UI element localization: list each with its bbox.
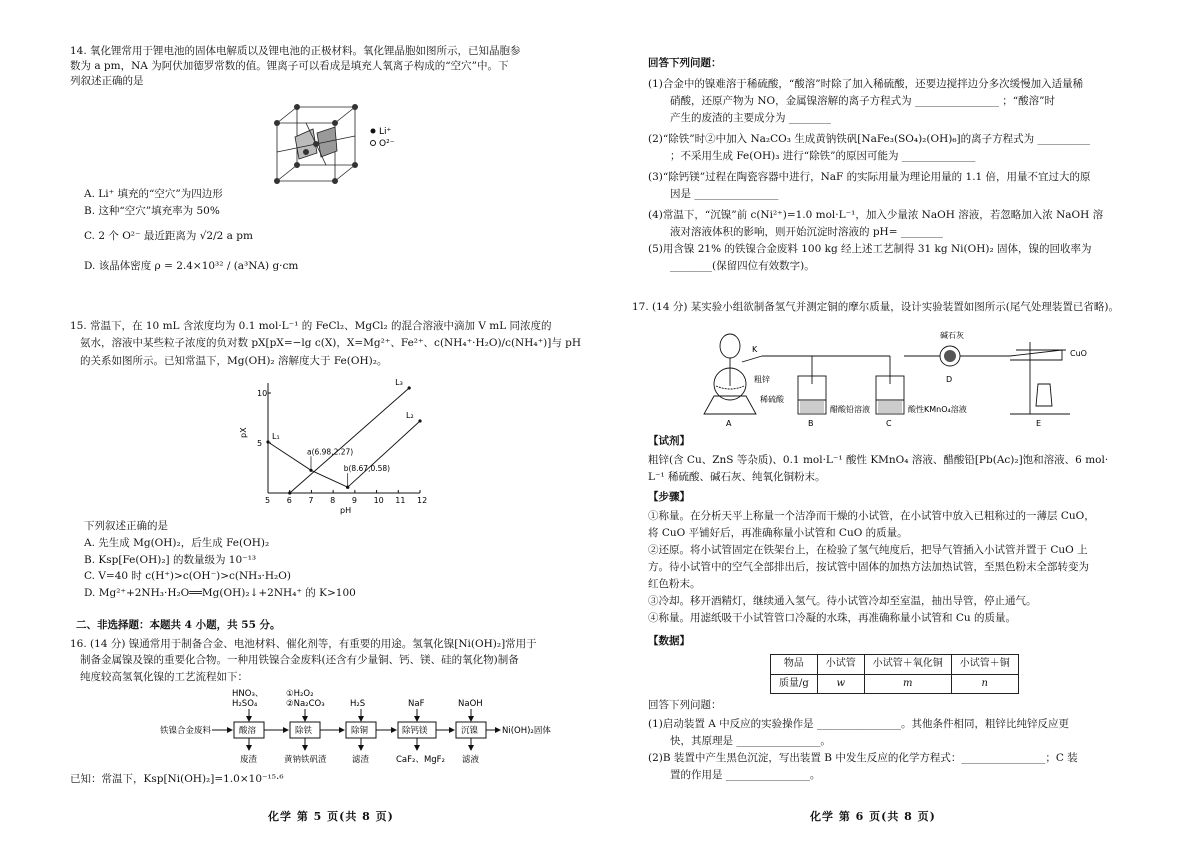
step-line: ②还原。将小试管固定在铁架台上，在检验了氢气纯度后，把导气管插入小试管并置于 CuO 上 xyxy=(648,544,1088,556)
q16-part-line: 产生的废渣的主要成分为 ________ xyxy=(670,112,831,124)
x-tick-label: 10 xyxy=(373,496,384,505)
q15-option: B. Ksp[Fe(OH)₂] 的数量级为 10⁻¹³ xyxy=(84,553,257,566)
q14-option: D. 该晶体密度 ρ = 2.4×10³² / (a³NA) g·cm xyxy=(84,260,299,273)
q15-option: C. V=40 时 c(H⁺)>c(OH⁻)>c(NH₃·H₂O) xyxy=(84,570,291,583)
svg-text:酸溶: 酸溶 xyxy=(239,726,257,736)
q16-part-line: 液对溶液体积的影响，则开始沉淀时溶液的 pH= ________ xyxy=(670,226,943,238)
x-tick-label: 6 xyxy=(286,496,292,505)
reagent-label: H₂SO₄ xyxy=(232,699,258,709)
soda-lime-fill xyxy=(944,350,956,362)
table-header-row xyxy=(771,655,1019,675)
q15-option: A. 先生成 Mg(OH)₂，后生成 Fe(OH)₂ xyxy=(84,536,270,549)
series-line xyxy=(348,421,420,487)
reagent-label: NaOH xyxy=(458,699,483,709)
zinc-label: 粗锌 xyxy=(754,375,770,384)
step-line: ④称量。用滤纸吸干小试管管口冷凝的水珠，再准确称量小试管和 Cu 的质量。 xyxy=(648,612,1016,624)
reagents-text xyxy=(648,452,1178,486)
data-title: 【数据】 xyxy=(648,635,690,647)
byproduct-label: 滤液 xyxy=(462,755,480,765)
series-label: L₂ xyxy=(406,411,414,420)
q16-line: 制备金属镍及镍的重要化合物。一种用铁镍合金废料(还含有少量铜、钙、镁、硅的氧化物)制备 xyxy=(80,654,519,667)
li-legend-marker xyxy=(371,129,376,134)
q14-option: C. 2 个 O²⁻ 最近距离为 √2/2 a pm xyxy=(84,229,253,242)
q17-part-line: 快，其原理是 ________________。 xyxy=(670,735,831,747)
table-row xyxy=(771,674,1019,694)
flow-step xyxy=(346,722,376,738)
crystal-cell-figure xyxy=(265,103,405,185)
flow-start: 铁镍合金废料 xyxy=(160,726,212,736)
x-axis-label: pH xyxy=(340,506,352,515)
q14-option: A. Li⁺ 填充的“空穴”为四边形 xyxy=(84,188,223,200)
reagents-line: 粗锌(含 Cu、ZnS 等杂质)、0.1 mol·L⁻¹ 酸性 KMnO₄ 溶液、醋酸铅[Pb(Ac)₂]饱和溶液、6 mol· xyxy=(648,454,1109,466)
apparatus-letter: B xyxy=(808,419,814,428)
question-15 xyxy=(70,318,590,370)
q15-line: 15. 常温下，在 10 mL 含浓度均为 0.1 mol·L⁻¹ 的 FeCl₂、MgCl₂ 的混合溶液中滴加 V mL 同浓度的 xyxy=(70,320,552,332)
kmno4-label: 酸性KMnO₄溶液 xyxy=(908,405,967,414)
apparatus-diagram xyxy=(690,322,1110,430)
q14-line: 列叙述正确的是 xyxy=(70,75,144,88)
flow-step xyxy=(234,722,264,738)
q16-known: 已知：常温下，Ksp[Ni(OH)₂]=1.0×10⁻¹⁵·⁶ xyxy=(70,773,284,785)
data-point xyxy=(408,386,411,389)
byproduct-label: 滤渣 xyxy=(352,755,370,765)
question-17: 17. (14 分) 某实验小组欲制备氢气并测定铜的摩尔质量，设计实验装置如图所示(尾气处理装置已省略)。 xyxy=(632,301,1119,313)
q17-part-line: 置的作用是 ________________。 xyxy=(670,769,821,781)
x-tick-label: 5 xyxy=(265,496,271,505)
x-tick-label: 9 xyxy=(351,496,357,505)
flow-step xyxy=(398,722,436,738)
q16-part-line: ；不采用生成 Fe(OH)₃ 进行“除铁”的原因可能为 ______________ xyxy=(670,150,976,162)
cuo-label: CuO xyxy=(1070,349,1087,358)
soda-lime-label: 碱石灰 xyxy=(940,331,964,340)
q14-line: 14. 氧化锂常用于锂电池的固体电解质以及锂电池的正极材料。氧化锂晶胞如图所示，已知晶胞参 xyxy=(70,45,521,57)
byproduct-label: 黄钠铁矾渣 xyxy=(284,755,327,765)
steps-title: 【步骤】 xyxy=(648,491,690,503)
flow-end: Ni(OH)₂固体 xyxy=(502,726,551,736)
q17-part-line: (2)B 装置中产生黑色沉淀，写出装置 B 中发生反应的化学方程式：________________；C 装 xyxy=(648,752,1078,764)
px-ph-chart xyxy=(240,375,440,515)
valve-label: K xyxy=(752,345,758,354)
reagents-title: 【试剂】 xyxy=(648,435,690,447)
x-tick-label: 11 xyxy=(395,496,406,505)
annotation-label: a(6.98,2.27) xyxy=(306,447,354,457)
step-line: 将 CuO 平铺好后，再准确称量小试管和 CuO 的质量。 xyxy=(648,527,908,539)
q16-part-line: (4)常温下，“沉镍”前 c(Ni²⁺)=1.0 mol·L⁻¹，加入少量浓 NaOH 溶液，若忽略加入浓 NaOH 溶 xyxy=(648,209,1104,221)
q15-line: 的关系如图所示。已知常温下，Mg(OH)₂ 溶解度大于 Fe(OH)₂。 xyxy=(80,354,388,367)
q16-subquestions xyxy=(648,76,1178,275)
q16-part-line: (2)“除铁”时②中加入 Na₂CO₃ 生成黄钠铁矾[NaFe₃(SO₄)₂(OH)₆]的离子方程式为 __________ xyxy=(648,133,1090,145)
x-tick-label: 8 xyxy=(330,496,336,505)
table-cell: m xyxy=(864,674,951,694)
legend-li: Li⁺ xyxy=(379,127,392,137)
series-label: L₃ xyxy=(395,378,403,387)
q16-part-line: 硝酸，还原产物为 NO，金属镍溶解的离子方程式为 ________________ ；“酸溶”时 xyxy=(670,95,1056,107)
reagents-line: L⁻¹ 稀硫酸、碱石灰、纯氧化铜粉末。 xyxy=(648,471,826,483)
table-cell: 质量/g xyxy=(771,674,818,694)
section-2-heading: 二、非选择题：本题共 4 小题，共 55 分。 xyxy=(76,619,281,631)
y-tick-label: 5 xyxy=(257,439,263,448)
table-cell: 小试管＋氧化铜 xyxy=(864,655,951,675)
reagent-label: H₂S xyxy=(350,699,366,709)
lead-acetate-label: 醋酸铅溶液 xyxy=(830,405,870,414)
step-line: 红色粉末。 xyxy=(648,578,701,590)
q14-option: B. 这种“空穴”填充率为 50% xyxy=(84,204,220,217)
reagent-label: NaF xyxy=(408,699,425,709)
step-line: 方。待小试管中的空气全部排出后，按试管中固体的加热方法加热试管，至黑色粉末全部转变为 xyxy=(648,561,1089,573)
x-tick-label: 7 xyxy=(308,496,314,505)
apparatus-letter: D xyxy=(946,375,953,384)
q16-part-line: ________(保留四位有效数字)。 xyxy=(670,260,815,272)
annotation-label: b(8.67,0.58) xyxy=(343,464,391,474)
q17-answer-header: 回答下列问题： xyxy=(648,699,722,711)
svg-text:除钙镁: 除钙镁 xyxy=(402,726,428,736)
table-cell: 物品 xyxy=(771,655,818,675)
process-flowchart xyxy=(150,688,550,768)
apparatus-letter: E xyxy=(1036,419,1042,428)
svg-text:除铜: 除铜 xyxy=(351,726,369,736)
reagent-label: ①H₂O₂ xyxy=(286,689,314,699)
q16-part-line: (5)用含镍 21% 的铁镍合金废料 100 kg 经上述工艺制得 31 kg Ni(OH)₂ 固体，镍的回收率为 xyxy=(648,243,1092,255)
right-page xyxy=(600,0,1200,849)
page-footer-right: 化学 第 6 页(共 8 页) xyxy=(810,810,936,824)
q16-part-line: 因是 ________________ xyxy=(670,188,779,200)
q14-line: 数为 a pm，NA 为阿伏加德罗常数的值。锂离子可以看成是填充人氧离子构成的“空穴”中。下 xyxy=(70,60,509,73)
acid-label: 稀硫酸 xyxy=(760,395,784,404)
reagent-label: ②Na₂CO₃ xyxy=(286,699,325,709)
flow-step xyxy=(456,722,486,738)
q15-stem: 下列叙述正确的是 xyxy=(84,520,168,532)
series-line xyxy=(290,388,409,493)
step-line: ①称量。在分析天平上称量一个洁净而干燥的小试管，在小试管中放入已粗称过的一薄层 CuO， xyxy=(648,510,1095,522)
q17-part-line: (1)启动装置 A 中反应的实验操作是 ________________。其他条件相同，粗锌比纯锌反应更 xyxy=(648,718,1069,730)
step-line: ③冷却。移开酒精灯，继续通入氢气。待小试管冷却至室温，抽出导管，停止通气。 xyxy=(648,595,1037,607)
series-label: L₁ xyxy=(272,432,280,441)
question-16 xyxy=(70,636,590,685)
byproduct-label: 废渣 xyxy=(240,755,258,765)
table-cell: 小试管 xyxy=(817,655,864,675)
question-14 xyxy=(70,44,590,90)
page-footer-left: 化学 第 5 页(共 8 页) xyxy=(268,810,394,824)
svg-text:沉镍: 沉镍 xyxy=(461,726,479,736)
data-point xyxy=(266,440,269,443)
flow-step xyxy=(290,722,320,738)
table-cell: w xyxy=(817,674,864,694)
lead-acetate-fill xyxy=(800,401,824,413)
q16-part-line: (1)合金中的镍难溶于稀硫酸，“酸溶”时除了加入稀硫酸，还要边搅拌边分多次缓慢加入适量稀 xyxy=(648,78,1084,90)
y-tick-label: 10 xyxy=(257,389,268,398)
table-cell: n xyxy=(951,674,1018,694)
q15-line: 氨水，溶液中某些粒子浓度的负对数 pX[pX=−lg c(X)，X=Mg²⁺、Fe²⁺、c(NH₄⁺·H₂O)/c(NH₄⁺)]与 pH xyxy=(80,337,582,350)
q16-part-line: (3)“除钙镁”过程在陶瓷容器中进行，NaF 的实际用量为理论用量的 1.1 倍，用量不宜过大的原 xyxy=(648,171,1091,183)
answer-header: 回答下列问题： xyxy=(648,57,722,69)
kmno4-fill xyxy=(878,401,902,413)
q16-line: 纯度较高氢氧化镍的工艺流程如下： xyxy=(80,670,248,683)
y-axis-label: pX xyxy=(239,427,248,438)
mass-data-table xyxy=(770,654,1019,694)
reagent-label: HNO₃、 xyxy=(232,689,264,699)
x-tick-label: 12 xyxy=(417,496,428,505)
q15-option: D. Mg²⁺+2NH₃·H₂O══Mg(OH)₂↓+2NH₄⁺ 的 K>100 xyxy=(84,587,356,600)
steps-text xyxy=(648,508,1178,627)
byproduct-label: CaF₂、MgF₂ xyxy=(396,755,445,765)
q15-options xyxy=(84,518,564,602)
q17-subquestions xyxy=(648,716,1178,784)
table-cell: 小试管＋铜 xyxy=(951,655,1018,675)
svg-text:除铁: 除铁 xyxy=(295,726,313,736)
legend-o: O²⁻ xyxy=(379,139,395,149)
q16-line: 16. (14 分) 镍通常用于制备合金、电池材料、催化剂等，有重要的用途。氢氧化镍[Ni(OH)₂]常用于 xyxy=(70,638,537,650)
o-legend-marker xyxy=(371,141,376,146)
q14-options xyxy=(84,186,564,275)
data-point xyxy=(288,491,291,494)
data-point xyxy=(418,419,421,422)
apparatus-letter: A xyxy=(726,419,732,428)
apparatus-letter: C xyxy=(886,419,892,428)
